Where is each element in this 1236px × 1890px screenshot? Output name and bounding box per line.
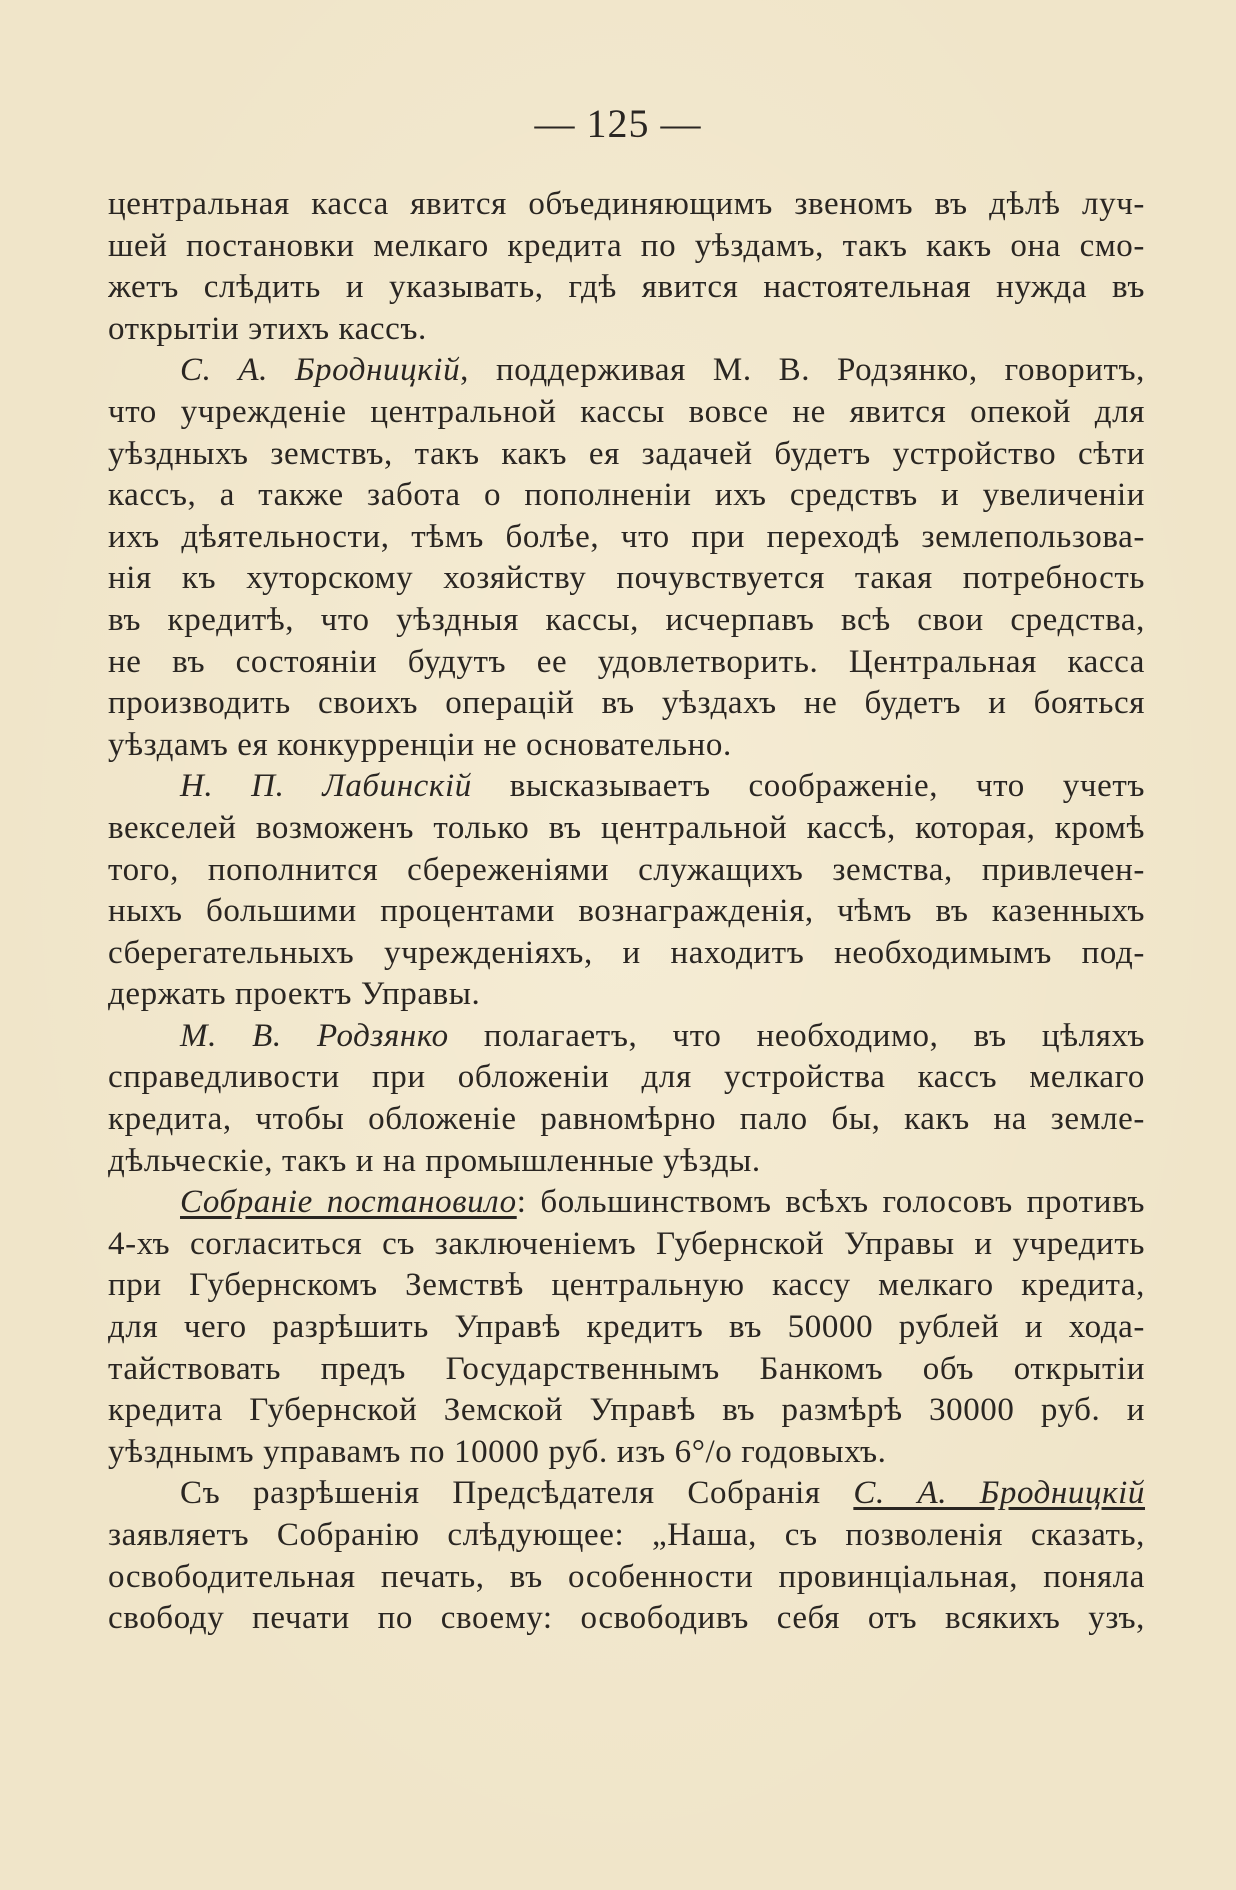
text-line: центральная касса явится объединяющимъ звеномъ въ дѣлѣ луч- [108, 186, 1145, 222]
text-line: векселей возможенъ только въ центральной кассѣ, которая, кромѣ [108, 809, 1145, 846]
text-line: держать проектъ Управы. [108, 976, 481, 1013]
text-line: освободительная печать, въ особенности провинціальная, поняла [108, 1558, 1145, 1595]
text-line: заявляетъ Собранію слѣдующее: „Наша, съ позволенія сказать, [108, 1517, 1145, 1553]
text-line: дѣльческіе, такъ и на промышленные уѣзды. [108, 1142, 761, 1179]
text-line: для чего разрѣшить Управѣ кредитъ въ 50000 рублей и хода- [108, 1309, 1145, 1346]
text-line: справедливости при обложеніи для устройства кассъ мелкаго [108, 1059, 1145, 1096]
text-line: въ кредитѣ, что уѣздныя кассы, исчерпавъ всѣ свои средства, [108, 601, 1145, 638]
text-line: С. А. Бродницкій, поддерживая М. В. Родзянко, говоритъ, [180, 352, 1145, 389]
page-number: — 125 — [534, 101, 702, 146]
body-text [108, 184, 1145, 1640]
speaker-name: С. А. Бродницкій [180, 352, 461, 389]
text-line: уѣздамъ ея конкурренціи не основательно. [108, 726, 732, 763]
text-line: ихъ дѣятельности, тѣмъ болѣе, что при переходѣ землепользова- [108, 518, 1145, 555]
text-line: ныхъ большими процентами вознагражденія, чѣмъ въ казенныхъ [108, 893, 1145, 930]
text-line: шей постановки мелкаго кредита по уѣздамъ, такъ какъ она смо- [108, 227, 1145, 264]
text-line: 4-хъ согласиться съ заключеніемъ Губернской Управы и учредить [108, 1225, 1145, 1262]
text-line: тайствовать предъ Государственнымъ Банкомъ объ открытіи [108, 1350, 1145, 1387]
text-line: производить своихъ операцій въ уѣздахъ не будетъ и бояться [108, 685, 1145, 722]
resolution-heading: Собраніе постановило [180, 1184, 517, 1221]
text-line: нія къ хуторскому хозяйству почувствуется такая потребность [108, 560, 1145, 597]
text-line: Собраніе постановило: большинствомъ всѣхъ голосовъ противъ [180, 1184, 1145, 1221]
text-line: при Губернскомъ Земствѣ центральную кассу мелкаго кредита, [108, 1267, 1145, 1304]
speaker-name: Н. П. Лабинскій [180, 768, 472, 805]
text-line: М. В. Родзянко полагаетъ, что необходимо, въ цѣляхъ [180, 1017, 1145, 1054]
text-line: того, пополнится сбереженіями служащихъ земства, привлечен- [108, 851, 1145, 888]
text-line: Съ разрѣшенія Предсѣдателя Собранія С. А. Бродницкій [180, 1475, 1145, 1512]
text-line: кредита Губернской Земской Управѣ въ размѣрѣ 30000 руб. и [108, 1392, 1145, 1429]
text-line: открытіи этихъ кассъ. [108, 310, 427, 347]
text-line: уѣздныхъ земствъ, такъ какъ ея задачей будетъ устройство сѣти [108, 435, 1145, 472]
text-line: Н. П. Лабинскій высказываетъ соображеніе, что учетъ [180, 768, 1145, 805]
text-line: что учрежденіе центральной кассы вовсе не явится опекой для [108, 393, 1145, 430]
text-line: кредита, чтобы обложеніе равномѣрно пало бы, какъ на земле- [108, 1101, 1145, 1138]
text-line: кассъ, а также забота о пополненіи ихъ средствъ и увеличеніи [108, 477, 1145, 514]
speaker-name: М. В. Родзянко [180, 1017, 449, 1054]
text-line: жетъ слѣдить и указывать, гдѣ явится настоятельная нужда въ [108, 269, 1145, 306]
speaker-name: С. А. Бродницкій [853, 1475, 1145, 1512]
text-line: сберегательныхъ учрежденіяхъ, и находитъ необходимымъ под- [108, 934, 1145, 971]
text-line: не въ состояніи будутъ ее удовлетворить. Центральная касса [108, 643, 1145, 680]
text-line: уѣзднымъ управамъ по 10000 руб. изъ 6°/о годовыхъ. [108, 1433, 887, 1470]
text-line: свободу печати по своему: освободивъ себя отъ всякихъ узъ, [108, 1600, 1145, 1637]
